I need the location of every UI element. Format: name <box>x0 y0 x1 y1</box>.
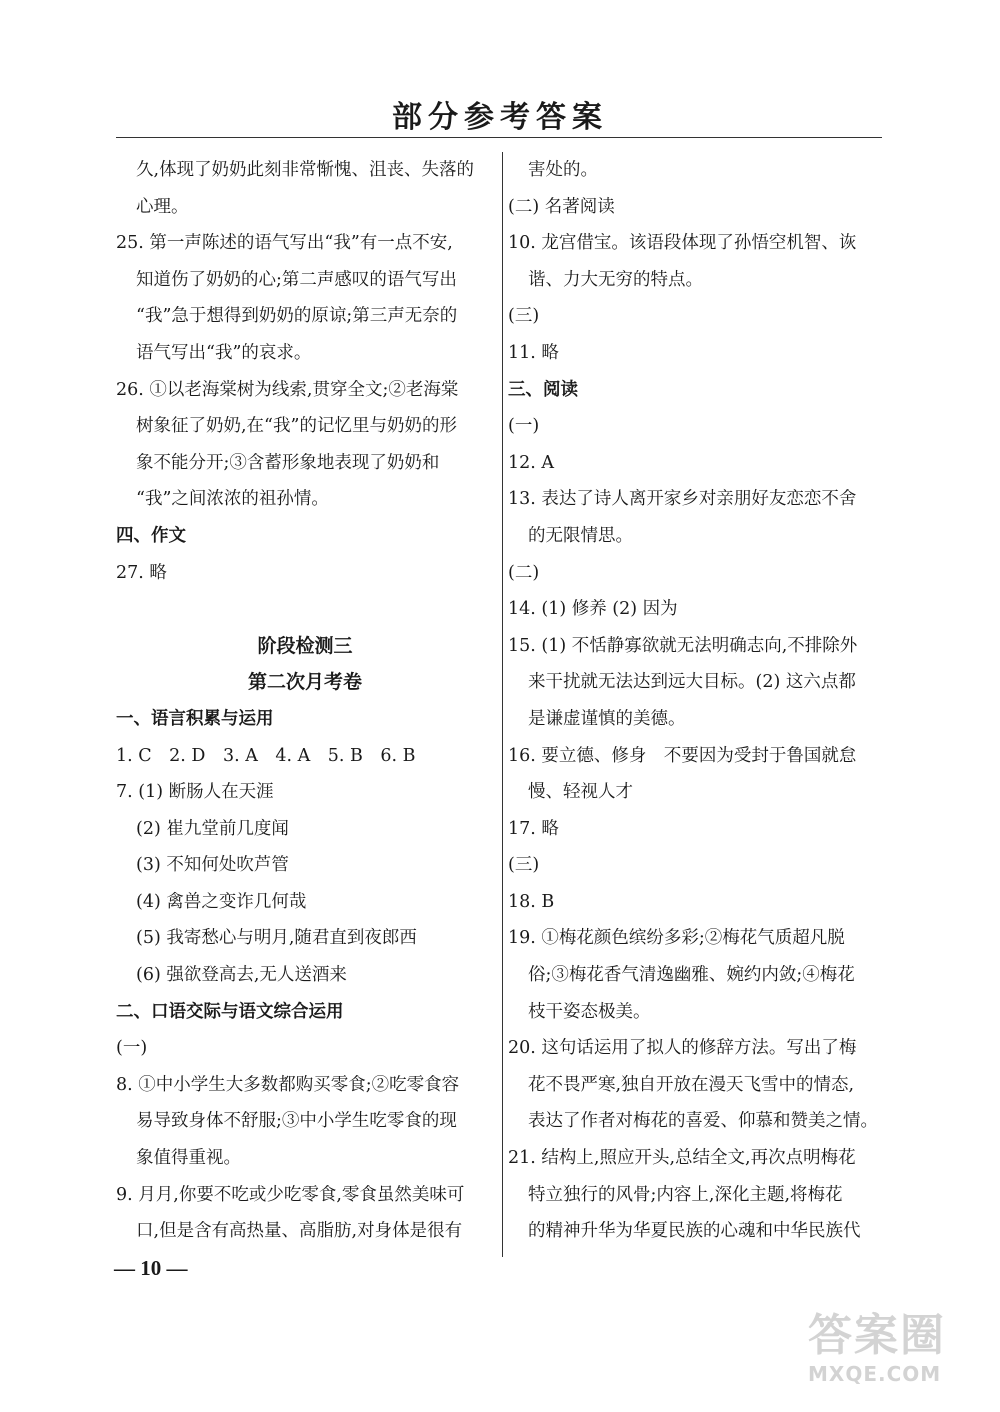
right-column <box>508 152 884 1250</box>
watermark-logo <box>808 1312 984 1404</box>
text-line: 的无限情思。 <box>528 525 633 546</box>
subsection-label: (三) <box>508 855 540 876</box>
answer-7-item: (3) 不知何处吹芦管 <box>136 855 289 876</box>
answer-7-item: (6) 强欲登高去,无人送酒来 <box>136 965 347 986</box>
text-line: 树象征了奶奶,在“我”的记忆里与奶奶的形 <box>136 416 457 437</box>
text-line: 象不能分开;③含蓄形象地表现了奶奶和 <box>136 452 440 473</box>
answer-7-item: (2) 崔九堂前几度闻 <box>136 818 289 839</box>
blank-line <box>116 591 494 628</box>
text-line: 语气写出“我”的哀求。 <box>136 342 312 363</box>
text-line: 枝干姿态极美。 <box>528 1001 651 1022</box>
text-line: 的精神升华为华夏民族的心魂和中华民族代 <box>528 1221 861 1242</box>
answer-10: 10. 龙宫借宝。该语段体现了孙悟空机智、诙 <box>508 233 857 254</box>
text-line: 俗;③梅花香气清逸幽雅、婉约内敛;④梅花 <box>528 965 855 986</box>
section-heading-language: 一、语言积累与运用 <box>116 708 274 729</box>
subsection-label: (二) 名著阅读 <box>508 196 615 217</box>
left-column <box>116 152 494 1250</box>
section-heading-reading: 三、阅读 <box>508 379 578 400</box>
subsection-label: (一) <box>508 416 540 437</box>
answer-25: 25. 第一声陈述的语气写出“我”有一点不安, <box>116 233 453 254</box>
answer-18: 18. B <box>508 891 555 912</box>
answer-19: 19. ①梅花颜色缤纷多彩;②梅花气质超凡脱 <box>508 928 845 949</box>
subsection-label: (一) <box>116 1038 148 1059</box>
text-line: 象值得重视。 <box>136 1148 241 1169</box>
section-title-stage-test: 阶段检测三 <box>257 634 353 657</box>
text-line: 久,体现了奶奶此刻非常惭愧、沮丧、失落的 <box>136 160 475 180</box>
answer-16: 16. 要立德、修身 不要因为受封于鲁国就怠 <box>508 745 857 766</box>
section-heading-oral: 二、口语交际与语文综合运用 <box>116 1001 344 1022</box>
page-number: — 10 — <box>114 1256 188 1280</box>
text-line: 知道伤了奶奶的心;第二声感叹的语气写出 <box>136 269 457 290</box>
answer-9: 9. 月月,你要不吃或少吃零食,零食虽然美味可 <box>116 1184 465 1205</box>
text-line: 慢、轻视人才 <box>528 782 633 803</box>
text-line: 口,但是含有高热量、高脂肪,对身体是很有 <box>136 1221 463 1242</box>
text-line: 易导致身体不舒服;③中小学生吃零食的现 <box>136 1111 457 1132</box>
answer-7-item: (5) 我寄愁心与明月,随君直到夜郎西 <box>136 928 417 949</box>
section-heading-composition: 四、作文 <box>116 525 186 546</box>
answer-12: 12. A <box>508 452 555 473</box>
watermark-url: MXQE.COM <box>808 1362 942 1386</box>
answer-15: 15. (1) 不恬静寡欲就无法明确志向,不排除外 <box>508 635 858 656</box>
answer-7-item: (4) 禽兽之变诈几何哉 <box>136 891 307 912</box>
section-title-monthly-exam: 第二次月考卷 <box>247 671 362 694</box>
column-divider <box>502 152 503 1257</box>
answer-13: 13. 表达了诗人离开家乡对亲朋好友恋恋不舍 <box>508 489 857 510</box>
page-title: 部分参考答案 <box>392 100 608 135</box>
text-line: 心理。 <box>136 196 189 217</box>
text-line: 是谦虚谨慎的美德。 <box>528 708 686 729</box>
answer-20: 20. 这句话运用了拟人的修辞方法。写出了梅 <box>508 1038 857 1059</box>
answers-1-6: 1. C 2. D 3. A 4. A 5. B 6. B <box>116 745 416 766</box>
text-line: 谐、力大无穷的特点。 <box>528 269 703 290</box>
subsection-label: (三) <box>508 306 540 327</box>
subsection-label: (二) <box>508 562 540 583</box>
text-line: 花不畏严寒,独自开放在漫天飞雪中的情态, <box>528 1074 855 1095</box>
answer-27: 27. 略 <box>116 562 167 583</box>
text-line: “我”之间浓浓的祖孙情。 <box>136 489 329 510</box>
text-line: 害处的。 <box>528 160 598 180</box>
text-line: 特立独行的风骨;内容上,深化主题,将梅花 <box>528 1184 843 1205</box>
text-line: “我”急于想得到奶奶的原谅;第三声无奈的 <box>136 306 458 327</box>
title-divider <box>116 137 882 138</box>
watermark-text: 答案圈 <box>808 1310 946 1361</box>
text-line: 来干扰就无法达到远大目标。(2) 这六点都 <box>528 672 856 693</box>
answer-8: 8. ①中小学生大多数都购买零食;②吃零食容 <box>116 1074 460 1095</box>
answer-14: 14. (1) 修养 (2) 因为 <box>508 599 678 620</box>
answer-26: 26. ①以老海棠树为线索,贯穿全文;②老海棠 <box>116 379 459 400</box>
answer-17: 17. 略 <box>508 818 559 839</box>
answer-21: 21. 结构上,照应开头,总结全文,再次点明梅花 <box>508 1148 856 1169</box>
answer-11: 11. 略 <box>508 342 559 363</box>
text-line: 表达了作者对梅花的喜爱、仰慕和赞美之情。 <box>528 1111 878 1132</box>
answer-7: 7. (1) 断肠人在天涯 <box>116 782 274 803</box>
